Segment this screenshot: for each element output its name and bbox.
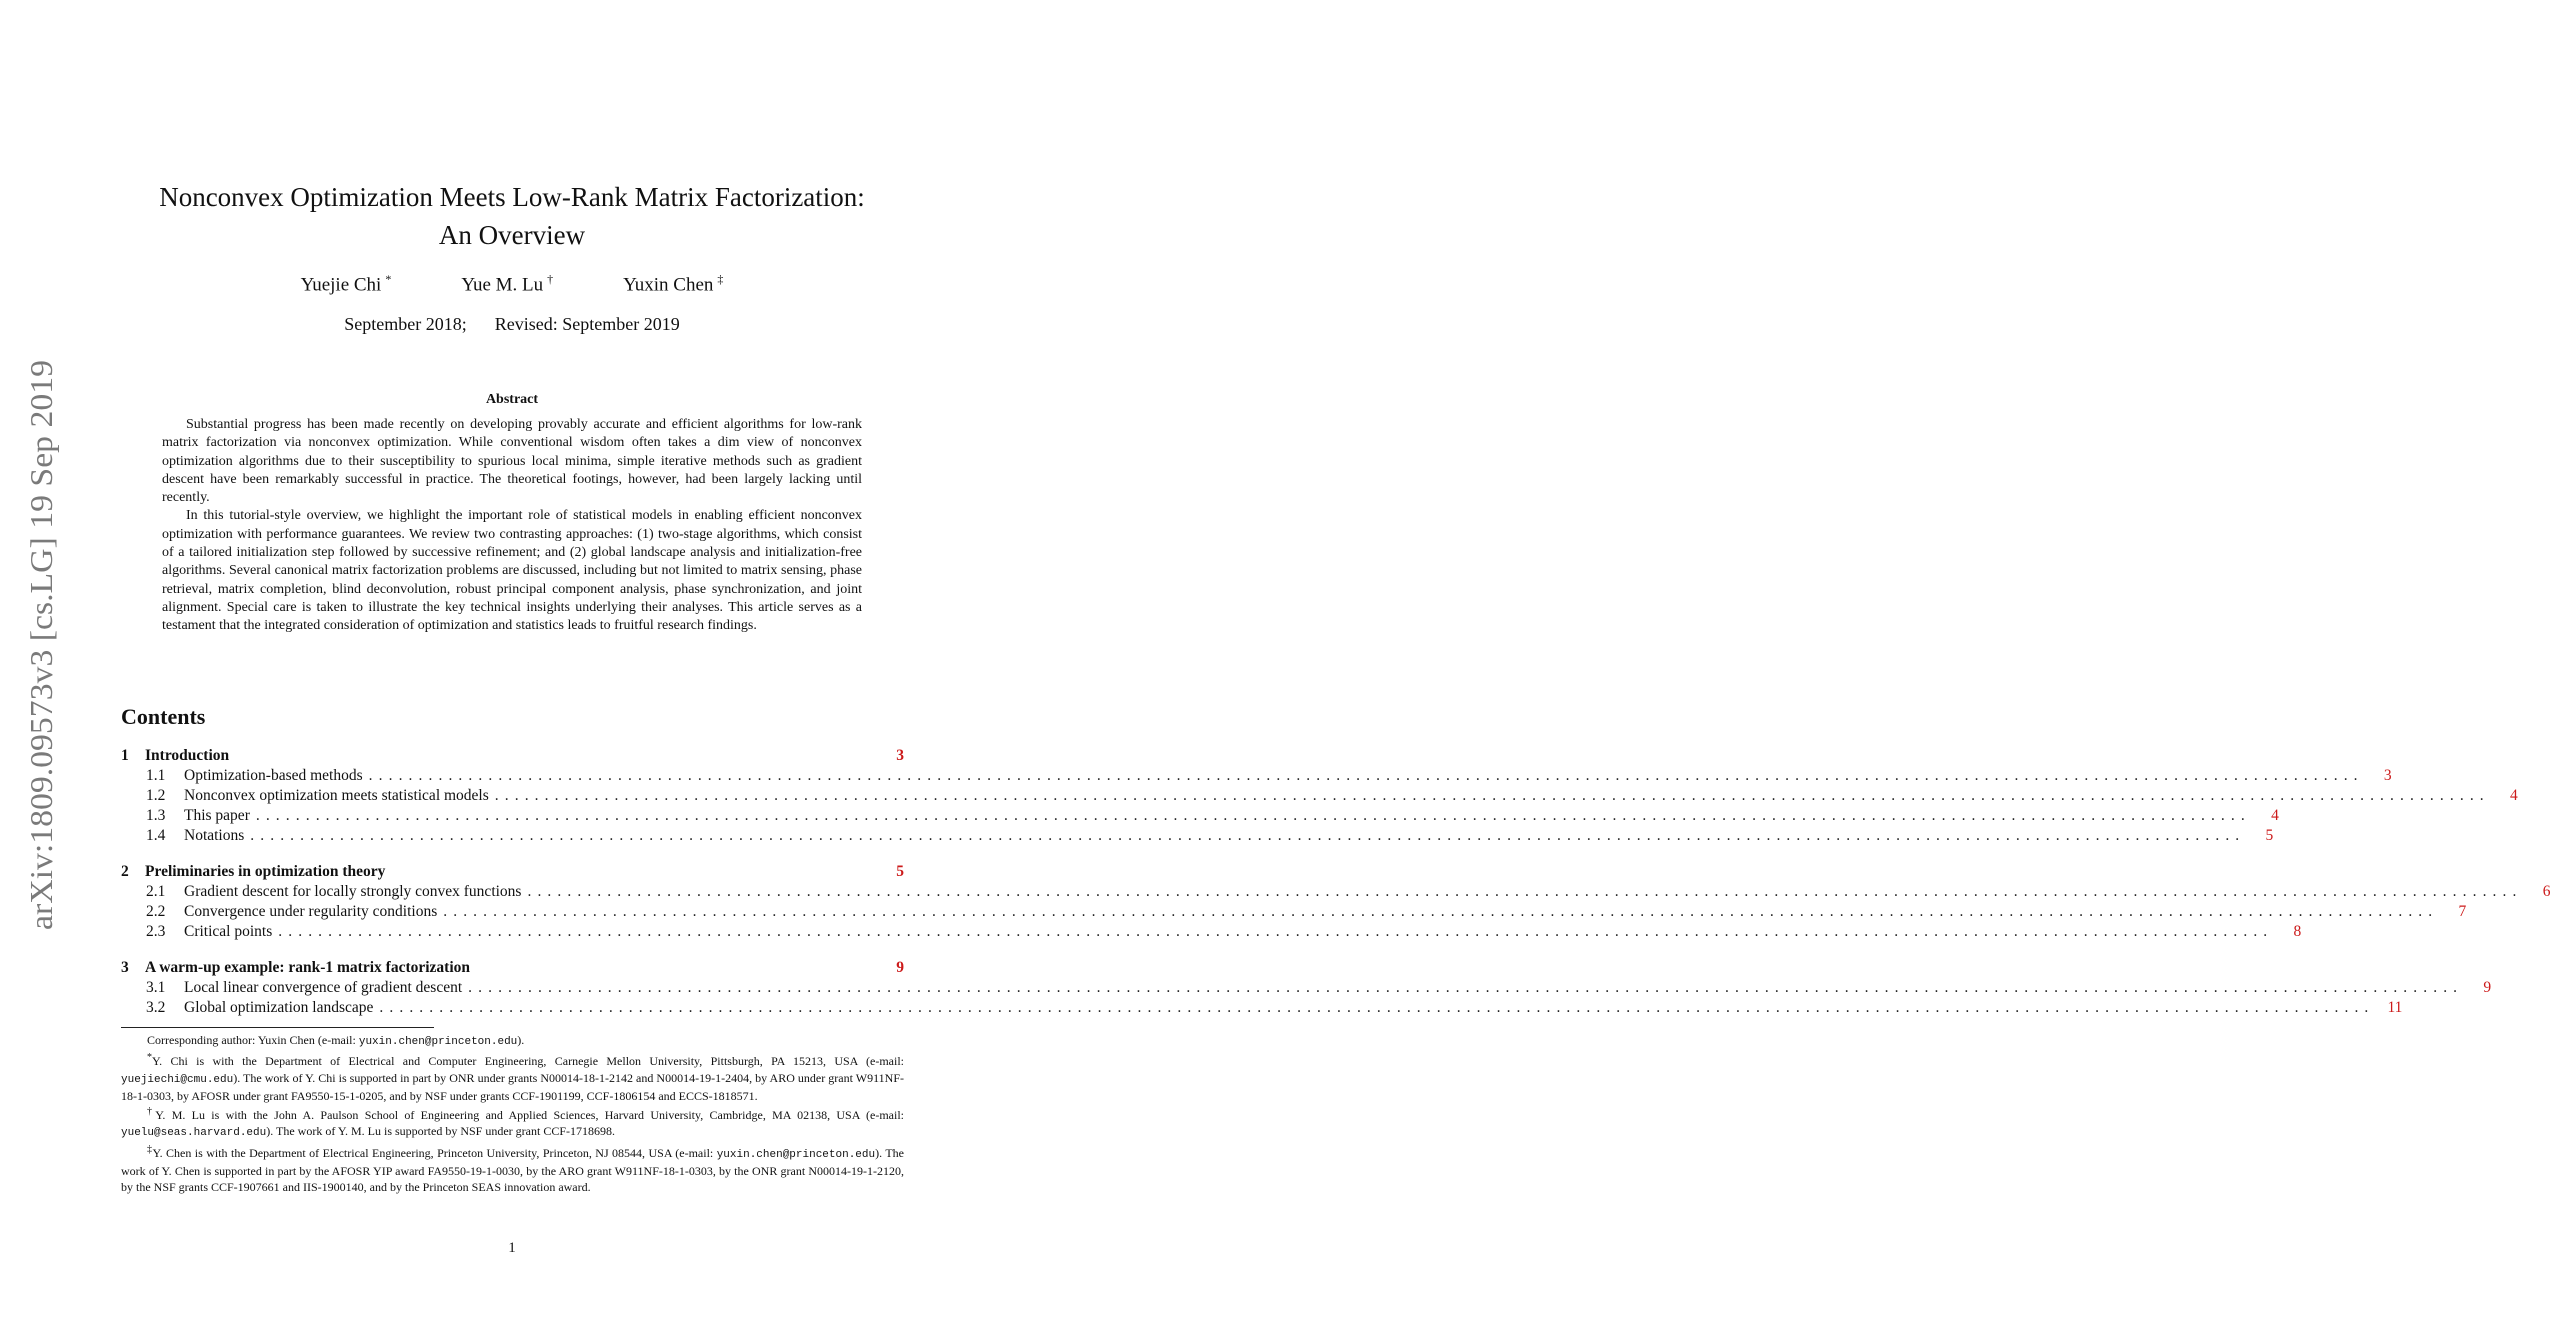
abstract-paragraph-1: Substantial progress has been made recently on developing provably accurate and efficient algorithms for low-rank matrix factorization via nonconvex optimization. While conventional wisdom often takes a dim view of nonconvex optimization algorithms due to their susceptibility to spurious local minima, simple iterative methods such as gradient descent have been remarkably successful in practice. The theoretical footings, however, had been largely lacking until recently. xyxy=(162,417,862,506)
author xyxy=(301,272,392,296)
toc-dot-leader: ........................................................................................................................................................................................................ xyxy=(250,827,2246,844)
toc-section-3 xyxy=(121,958,2492,1018)
toc-dot-leader: ........................................................................................................................................................................................................ xyxy=(379,999,2375,1016)
footnotes xyxy=(121,1032,904,1196)
toc-page-link[interactable]: 3 xyxy=(896,747,904,764)
toc-title: Notations xyxy=(184,827,245,844)
author-name: Yuejie Chi xyxy=(300,274,382,296)
toc-title: Introduction xyxy=(145,747,230,764)
toc-title: Nonconvex optimization meets statistical models xyxy=(184,787,489,804)
toc-entry-optimization-based-methods[interactable] xyxy=(121,766,2392,786)
contents-heading: Contents xyxy=(121,704,206,729)
toc-page-link[interactable]: 9 xyxy=(2483,979,2492,996)
toc-entry-this-paper[interactable] xyxy=(121,806,2279,826)
author-footnote-mark: ‡ xyxy=(717,272,724,286)
toc-entry-local-linear-convergence[interactable] xyxy=(121,978,2492,998)
author xyxy=(461,272,553,296)
date-line xyxy=(0,314,1024,335)
email-link[interactable]: yuejiechi@cmu.edu xyxy=(121,1073,234,1086)
toc-page-link[interactable]: 8 xyxy=(2293,923,2302,940)
toc-title: Local linear convergence of gradient descent xyxy=(184,979,463,996)
footnote-text: Y. M. Lu is with the John A. Paulson School of Engineering and Applied Sciences, Harvard University, Cambridge, MA 02138, USA (e-mail: xyxy=(155,1108,904,1123)
toc-title: Optimization-based methods xyxy=(184,767,363,784)
toc-title: This paper xyxy=(184,807,250,824)
email-link[interactable]: yuxin.chen@princeton.edu xyxy=(358,1036,518,1048)
toc-title: Global optimization landscape xyxy=(184,999,374,1016)
arxiv-identifier-stamp xyxy=(8,350,68,950)
toc-page-link[interactable]: 5 xyxy=(896,863,904,880)
toc-number: 2.3 xyxy=(146,923,166,940)
footnote-mark: † xyxy=(147,1106,156,1118)
toc-entry-critical-points[interactable] xyxy=(121,922,2302,942)
footnote-corresponding-author xyxy=(121,1032,904,1050)
toc-title: Preliminaries in optimization theory xyxy=(145,863,386,880)
toc-page-link[interactable]: 7 xyxy=(2458,903,2467,920)
author-footnote-mark: † xyxy=(547,272,554,286)
paper-title xyxy=(0,178,1024,254)
toc-section-2 xyxy=(121,862,2550,942)
toc-page-link[interactable]: 3 xyxy=(2383,767,2392,784)
toc-number: 2.2 xyxy=(146,903,166,920)
toc-page-link[interactable]: 11 xyxy=(2387,999,2403,1016)
toc-entry-gradient-descent-strongly-convex[interactable] xyxy=(121,882,2550,902)
toc-title: Critical points xyxy=(184,923,273,940)
abstract-paragraph-2: In this tutorial-style overview, we highlight the important role of statistical models in enabling efficient nonconvex optimization with performance guarantees. We review two contrasting approaches: (1) two-stage algorithms, which consist of a tailored initialization step followed by successive refinement; and (2) global landscape analysis and initialization-free algorithms. Several canonical matrix factorization problems are discussed, including but not limited to matrix sensing, phase retrieval, matrix completion, blind deconvolution, robust principal component analysis, phase synchronization, and joint alignment. Special care is taken to illustrate the key technical insights underlying their analyses. This article serves as a testament that the integrated consideration of optimization and statistics leads to fruitful research findings. xyxy=(162,508,862,634)
abstract-heading: Abstract xyxy=(485,392,539,407)
toc-number: 2 xyxy=(121,863,129,880)
author xyxy=(623,272,723,296)
toc-title: Gradient descent for locally strongly convex functions xyxy=(184,883,522,900)
toc-title: A warm-up example: rank-1 matrix factorization xyxy=(145,959,471,976)
toc-page-link[interactable]: 9 xyxy=(896,959,904,976)
footnote-text: ). The work of Y. M. Lu is supported by NSF under grant CCF-1718698. xyxy=(266,1124,616,1139)
toc-dot-leader: ........................................................................................................................................................................................................ xyxy=(468,979,2464,996)
footnote-text: Y. Chen is with the Department of Electrical Engineering, Princeton University, Princeton, NJ 08544, USA (e-mail: xyxy=(152,1145,717,1160)
toc-entry-introduction[interactable] xyxy=(121,746,904,766)
toc-number: 3 xyxy=(121,959,129,976)
toc-dot-leader: ........................................................................................................................................................................................................ xyxy=(368,767,2364,784)
footnote-chen xyxy=(121,1142,904,1196)
toc-number: 1 xyxy=(121,747,129,764)
footnote-text: Corresponding author: Yuxin Chen (e-mail: xyxy=(147,1033,359,1047)
toc-page-link[interactable]: 4 xyxy=(2271,807,2279,824)
toc-number: 1.3 xyxy=(146,807,166,824)
toc-entry-nonconvex-meets-statistical[interactable] xyxy=(121,786,2518,806)
toc-page-link[interactable]: 5 xyxy=(2265,827,2274,844)
arxiv-id-text: arXiv:1809.09573v3 [cs.LG] 19 Sep 2019 xyxy=(23,389,59,930)
toc-dot-leader: ........................................................................................................................................................................................................ xyxy=(278,923,2274,940)
title-line-2: An Overview xyxy=(438,220,586,250)
toc-dot-leader: ........................................................................................................................................................................................................ xyxy=(443,903,2439,920)
email-link[interactable]: yuelu@seas.harvard.edu xyxy=(121,1127,267,1140)
footnote-divider xyxy=(121,1027,434,1028)
page-number: 1 xyxy=(508,1240,516,1256)
toc-entry-global-landscape[interactable] xyxy=(121,998,2403,1018)
toc-number: 1.4 xyxy=(146,827,166,844)
footnote-text: ). xyxy=(517,1033,525,1047)
footnote-text: Y. Chi is with the Department of Electrical and Computer Engineering, Carnegie Mellon University, Pittsburgh, PA 15213, USA (e-mail: xyxy=(152,1054,904,1069)
toc-title: Convergence under regularity conditions xyxy=(184,903,438,920)
revised-date: Revised: September 2019 xyxy=(494,314,680,334)
footnote-text: ). The work of Y. Chi is supported in part by ONR under grants N00014-18-1-2142 and N00014-19-1-2404, by ARO under grant W911NF-18-1-0303, by AFOSR under grant FA9550-15-1-0205, and by NSF under grants CCF-1901199, CCF-1806154 and ECCS-1818571. xyxy=(121,1070,904,1103)
footnote-lu xyxy=(121,1104,904,1142)
author-name: Yuxin Chen xyxy=(623,274,714,296)
toc-section-1 xyxy=(121,746,2518,846)
footnote-text: ). The work of Y. Chen is supported in part by the AFOSR YIP award FA9550-19-1-0030, by the ARO grant W911NF-18-1-0303, by the ONR grant N00014-19-1-2120, by the NSF grants CCF-1907661 and IIS-1900140, and by the Princeton SEAS innovation award. xyxy=(121,1145,904,1195)
author-footnote-mark: * xyxy=(385,272,392,286)
title-line-1: Nonconvex Optimization Meets Low-Rank Matrix Factorization: xyxy=(159,182,865,212)
toc-dot-leader: ........................................................................................................................................................................................................ xyxy=(494,787,2490,804)
footnote-mark: ‡ xyxy=(147,1143,153,1155)
footnote-mark: * xyxy=(147,1052,152,1064)
toc-page-link[interactable]: 4 xyxy=(2510,787,2518,804)
abstract-body xyxy=(162,416,862,636)
toc-dot-leader: ........................................................................................................................................................................................................ xyxy=(527,883,2523,900)
toc-number: 1.2 xyxy=(146,787,166,804)
author-name: Yue M. Lu xyxy=(461,274,544,296)
table-of-contents xyxy=(121,746,2550,1034)
toc-number: 3.1 xyxy=(146,979,166,996)
footnote-chi xyxy=(121,1050,904,1104)
author-list xyxy=(0,272,1024,296)
toc-number: 1.1 xyxy=(146,767,166,784)
toc-entry-warm-up-example[interactable] xyxy=(121,958,904,978)
email-link[interactable]: yuxin.chen@princeton.edu xyxy=(716,1148,876,1161)
original-date: September 2018; xyxy=(344,314,467,334)
toc-entry-notations[interactable] xyxy=(121,826,2274,846)
toc-number: 3.2 xyxy=(146,999,166,1016)
toc-entry-preliminaries[interactable] xyxy=(121,862,904,882)
toc-dot-leader: ........................................................................................................................................................................................................ xyxy=(255,807,2251,824)
toc-entry-convergence-regularity[interactable] xyxy=(121,902,2467,922)
toc-page-link[interactable]: 6 xyxy=(2542,883,2550,900)
toc-number: 2.1 xyxy=(146,883,166,900)
